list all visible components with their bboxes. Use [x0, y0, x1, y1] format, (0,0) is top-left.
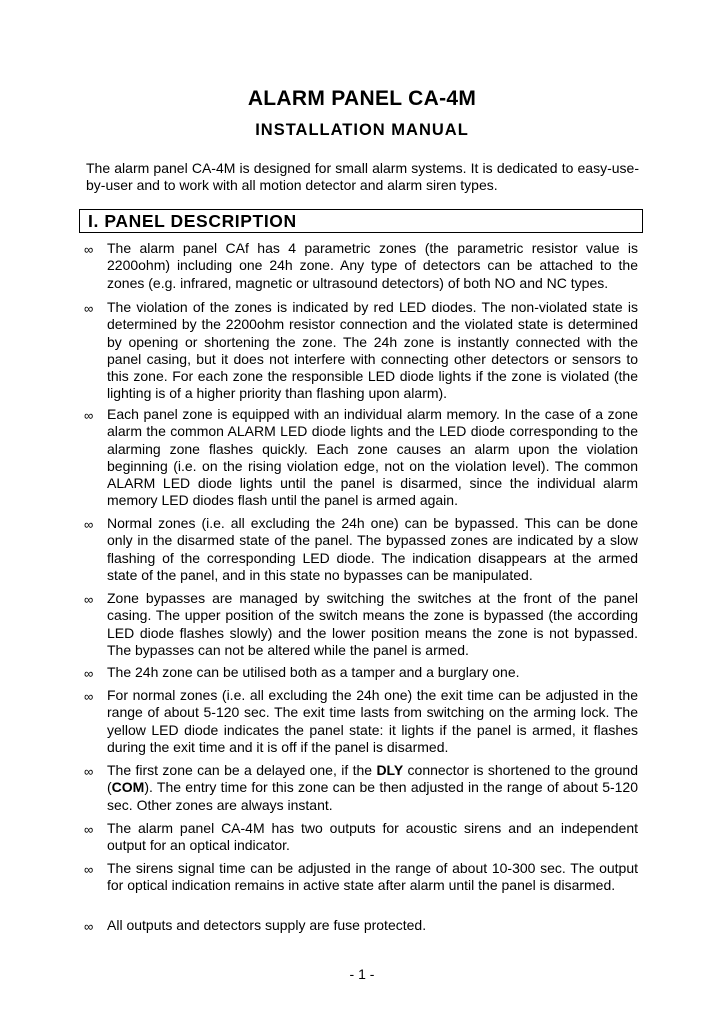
list-item-text: Normal zones (i.e. all excluding the 24h one) can be bypassed. This can be done only in the disarmed state of the panel. The bypassed zones are indicated by a slow flashing of the corresponding LED diode. The indication disappears at the armed state of the panel, and in this state no bypasses can be manipulated. [107, 515, 638, 583]
com-connector-label: COM [111, 779, 145, 796]
list-item-text: Each panel zone is equipped with an individual alarm memory. In the case of a zone alarm the common ALARM LED diode lights and the LED diode corresponding to the alarming zone flashes quickly. Each zone causes an alarm upon the violation beginning (i.e. on the rising violation edge, not on the violation level). The common ALARM LED diode lights until the panel is disarmed, since the individual alarm memory LED diodes flash until the panel is armed again. [107, 406, 638, 509]
list-item-text: The 24h zone can be utilised both as a tamper and a burglary one. [107, 664, 520, 680]
bullet-icon: ∞ [84, 764, 94, 779]
intro-paragraph: The alarm panel CA-4M is designed for small alarm systems. It is dedicated to easy-use-by-user and to work with all motion detector and alarm siren types. [86, 160, 639, 194]
bullet-icon: ∞ [84, 919, 94, 934]
document-title: ALARM PANEL CA-4M [247, 87, 477, 110]
list-item-text: Zone bypasses are managed by switching the switches at the front of the panel casing. The upper position of the switch means the zone is bypassed (the according LED diode flashes slowly) and the lower position means the zone is not bypassed. The bypasses can not be altered while the panel is armed. [107, 590, 638, 658]
bullet-icon: ∞ [84, 242, 94, 257]
section-heading-box [79, 209, 643, 233]
list-item-text: The sirens signal time can be adjusted in the range of about 10-300 sec. The output for optical indication remains in active state after alarm until the panel is disarmed. [107, 860, 638, 894]
list-item-text: The violation of the zones is indicated by red LED diodes. The non-violated state is determined by the 2200ohm resistor connection and the violated state is determined by opening or shortening the zone. The 24h zone is instantly connected with the panel casing, but it does not interfere with connecting other detectors or sensors to this zone. For each zone the responsible LED diode lights if the zone is violated (the lighting is of a higher priority than flashing upon alarm). [107, 299, 638, 402]
bullet-icon: ∞ [84, 517, 94, 532]
list-item-text: All outputs and detectors supply are fuse protected. [107, 917, 427, 933]
list-item-text: For normal zones (i.e. all excluding the 24h one) the exit time can be adjusted in the range of about 5-120 sec. The exit time lasts from switching on the arming lock. The yellow LED diode indicates the panel state: it lights if the panel is armed, it flashes during the exit time and it is off if the panel is disarmed. [107, 687, 638, 755]
bullet-icon: ∞ [84, 822, 94, 837]
bullet-icon: ∞ [84, 408, 94, 423]
list-item-text: The alarm panel CA-4M has two outputs for acoustic sirens and an independent output for an optical indicator. [107, 820, 638, 854]
bullet-icon: ∞ [84, 301, 94, 316]
section-heading: I. PANEL DESCRIPTION [88, 211, 297, 231]
list-item-text-part: connector is shortened to the ground ( [107, 762, 638, 796]
bullet-icon: ∞ [84, 666, 94, 681]
bullet-icon: ∞ [84, 689, 94, 704]
list-item-text [107, 762, 638, 814]
page-number: - 1 - [349, 966, 375, 982]
dly-connector-label: DLY [376, 762, 404, 778]
list-item-text-part: The first zone can be a delayed one, if the [107, 762, 377, 778]
list-item-text-part: ). The entry time for this zone can be then adjusted in the range of about 5-120 sec. Other zones are always instant. [107, 779, 638, 813]
document-subtitle: INSTALLATION MANUAL [255, 121, 469, 139]
bullet-icon: ∞ [84, 592, 94, 607]
list-item-text: The alarm panel CAf has 4 parametric zones (the parametric resistor value is 2200ohm) including one 24h zone. Any type of detectors can be attached to the zones (e.g. infrared, magnetic or ultrasound detectors) of both NO and NC types. [107, 240, 638, 291]
bullet-icon: ∞ [84, 862, 94, 877]
